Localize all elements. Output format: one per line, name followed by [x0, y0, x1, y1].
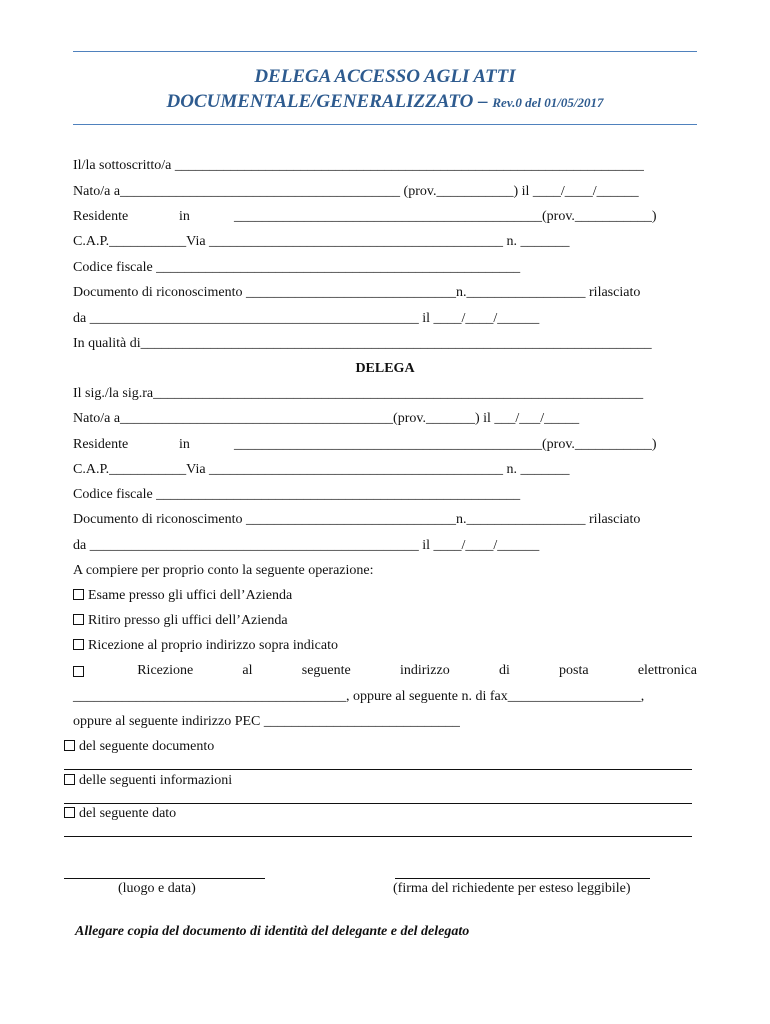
checkbox[interactable] — [73, 614, 84, 625]
checkbox[interactable] — [73, 666, 84, 677]
object-data-option[interactable] — [64, 806, 176, 822]
form-title-main: DOCUMENTALE/GENERALIZZATO – — [166, 91, 488, 112]
delegante-tax-code-field[interactable]: Codice fiscale ____________________________________________________ — [73, 260, 521, 275]
delegato-residence-field[interactable] — [73, 437, 697, 453]
option-word: al — [242, 663, 253, 678]
delega-heading: DELEGA — [355, 361, 415, 376]
delegato-id-document-field[interactable]: Documento di riconoscimento ______________________________n._________________ rilasciato — [73, 512, 641, 527]
delegante-name-field[interactable]: Il/la sottoscritto/a ___________________________________________________________________ — [73, 158, 644, 173]
option-label: del seguente dato — [79, 806, 177, 821]
option-label: Ritiro presso gli uffici dell’Azienda — [88, 613, 288, 628]
delegante-residence-field[interactable] — [73, 209, 697, 225]
delegante-issued-by-field[interactable]: da _______________________________________________ il ____/____/______ — [73, 311, 540, 326]
document-blank-line[interactable] — [64, 769, 692, 770]
option-home-delivery[interactable] — [73, 638, 338, 654]
place-date-line[interactable] — [64, 878, 265, 879]
delegato-address-field[interactable]: C.A.P.___________Via __________________________________________ n. _______ — [73, 462, 570, 477]
signature-line[interactable] — [395, 878, 650, 879]
place-date-label: (luogo e data) — [118, 881, 196, 896]
residence-blank[interactable]: ____________________________________________(prov.___________) — [234, 209, 657, 224]
checkbox[interactable] — [64, 807, 75, 818]
delegante-address-field[interactable]: C.A.P.___________Via __________________________________________ n. _______ — [73, 234, 570, 249]
option-word: indirizzo — [399, 663, 450, 678]
form-title-line2 — [73, 91, 697, 113]
email-fax-field[interactable]: _______________________________________, oppure al seguente n. di fax___________________, — [73, 689, 645, 704]
option-label: Esame presso gli uffici dell’Azienda — [88, 588, 293, 603]
option-word: elettronica — [637, 663, 697, 678]
delegato-birth-field[interactable]: Nato/a a_______________________________________(prov._______) il ___/___/_____ — [73, 411, 580, 426]
header-top-rule — [73, 51, 697, 52]
delegato-name-field[interactable]: Il sig./la sig.ra______________________________________________________________________ — [73, 386, 644, 401]
checkbox[interactable] — [64, 774, 75, 785]
option-word: Ricezione — [137, 663, 194, 678]
checkbox[interactable] — [64, 740, 75, 751]
residence-in-label: in — [179, 209, 190, 224]
option-word: posta — [559, 663, 589, 678]
header-bottom-rule — [73, 124, 697, 125]
pec-field[interactable]: oppure al seguente indirizzo PEC ____________________________ — [73, 714, 460, 729]
option-exam[interactable] — [73, 588, 292, 604]
delegante-capacity-field[interactable]: In qualità di_________________________________________________________________________ — [73, 336, 652, 351]
revision-label: Rev.0 del 01/05/2017 — [492, 95, 604, 110]
information-blank-line[interactable] — [64, 803, 692, 804]
residence-in-label: in — [179, 437, 190, 452]
option-label: delle seguenti informazioni — [79, 773, 233, 788]
data-blank-line[interactable] — [64, 836, 692, 837]
operation-intro: A compiere per proprio conto la seguente operazione: — [73, 563, 374, 578]
residence-blank[interactable]: ____________________________________________(prov.___________) — [234, 437, 657, 452]
option-word: di — [498, 663, 510, 678]
residence-label: Residente — [73, 437, 129, 452]
option-word: seguente — [301, 663, 351, 678]
option-pickup[interactable] — [73, 613, 288, 629]
option-label: Ricezione al proprio indirizzo sopra indicato — [88, 638, 338, 653]
option-email-delivery[interactable] — [73, 663, 697, 679]
object-information-option[interactable] — [64, 773, 232, 789]
delegante-id-document-field[interactable]: Documento di riconoscimento ______________________________n._________________ rilasciato — [73, 285, 641, 300]
signature-label: (firma del richiedente per esteso leggibile) — [393, 881, 631, 896]
option-label: del seguente documento — [79, 739, 215, 754]
object-document-option[interactable] — [64, 739, 214, 755]
delegante-birth-field[interactable]: Nato/a a________________________________________ (prov.___________) il ____/____/______ — [73, 184, 639, 199]
form-title-line1: DELEGA ACCESSO AGLI ATTI — [254, 66, 516, 87]
delegato-issued-by-field[interactable]: da _______________________________________________ il ____/____/______ — [73, 538, 540, 553]
checkbox[interactable] — [73, 589, 84, 600]
residence-label: Residente — [73, 209, 129, 224]
checkbox[interactable] — [73, 639, 84, 650]
attachment-note: Allegare copia del documento di identità del delegante e del delegato — [75, 924, 470, 939]
delegato-tax-code-field[interactable]: Codice fiscale ____________________________________________________ — [73, 487, 521, 502]
